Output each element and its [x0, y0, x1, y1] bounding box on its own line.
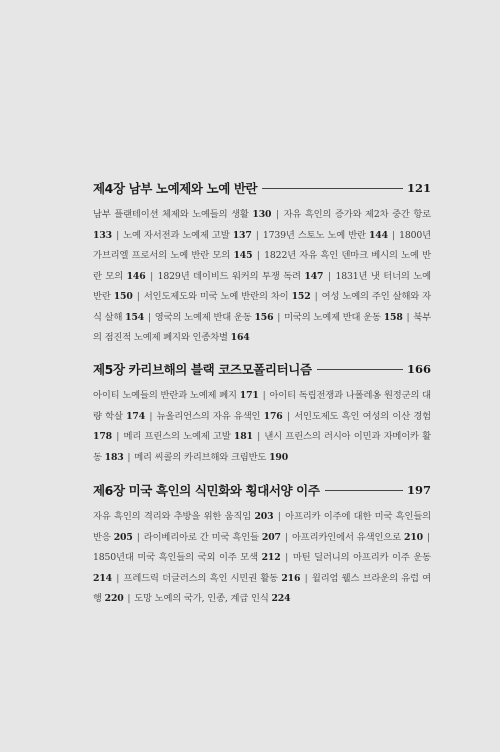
- chapter-title: 제5장 카리브해의 블랙 코즈모폴리터니즘: [93, 362, 312, 377]
- entry-title: 남부 플랜테이션 체제와 노예들의 생활: [93, 209, 249, 220]
- separator: |: [403, 311, 413, 323]
- entry-title: 1739년 스토노 노예 반란: [262, 229, 366, 241]
- separator: |: [146, 270, 157, 282]
- entry-page-number: 205: [113, 531, 133, 543]
- entry-title: 메리 프린스의 노예제 고발: [123, 431, 231, 442]
- separator: |: [274, 311, 284, 323]
- entry-page-number: 130: [252, 209, 272, 220]
- entry-title: 뉴올리언스의 자유 유색인: [156, 410, 261, 422]
- separator: |: [324, 270, 335, 282]
- toc-entry[interactable]: [134, 593, 290, 604]
- separator: |: [272, 209, 283, 220]
- entry-title: 도망 노예의 국가, 인종, 계급 인식: [134, 593, 269, 604]
- entry-title: 낸시 프린스의 러시아 이민과 자메이카 활동: [93, 431, 432, 463]
- section-list: [93, 205, 431, 349]
- entry-page-number: 158: [383, 311, 403, 323]
- entry-title: 1831년 냇 터너의 노예 반란: [93, 270, 431, 302]
- chapter-6: [93, 482, 431, 610]
- separator: |: [133, 291, 143, 302]
- separator: |: [311, 291, 321, 302]
- entry-title: 1850년대 미국 흑인들의 국외 이주 모색: [93, 552, 258, 563]
- separator: |: [112, 572, 123, 584]
- separator: |: [124, 451, 134, 463]
- toc-entry[interactable]: [124, 431, 253, 442]
- section-list: [93, 386, 431, 468]
- entry-page-number: 171: [239, 390, 259, 401]
- entry-title: 1800년 가브리엘 프로서의 노예 반란 모의: [93, 229, 432, 261]
- toc-entry[interactable]: [263, 230, 388, 241]
- entry-title: 노예 자서전과 노예제 고발: [123, 229, 230, 241]
- entry-page-number: 145: [233, 250, 253, 261]
- toc-entry[interactable]: [123, 230, 252, 241]
- entry-page-number: 146: [126, 270, 146, 282]
- entry-title: 북부의 점진적 노예제 폐지와 인종차별: [93, 311, 432, 343]
- separator: |: [388, 229, 399, 241]
- separator: |: [145, 311, 154, 323]
- entry-title: 서인도제도 흑인 여성의 이산 경험: [294, 410, 432, 422]
- chapter-heading: [93, 180, 431, 196]
- toc-entry[interactable]: [93, 511, 273, 522]
- separator: |: [274, 511, 285, 522]
- chapter-title: 제6장 미국 흑인의 식민화와 횡대서양 이주: [93, 483, 320, 498]
- toc-entry[interactable]: [134, 452, 288, 463]
- chapter-page-number: 121: [406, 181, 431, 195]
- entry-page-number: 212: [261, 552, 281, 563]
- entry-page-number: 214: [93, 572, 112, 584]
- chapter-page-number: 197: [406, 483, 431, 497]
- toc-entry[interactable]: [124, 573, 301, 584]
- entry-page-number: 207: [261, 531, 281, 543]
- entry-title: 아프리카인에서 유색인으로: [291, 531, 401, 543]
- entry-page-number: 137: [232, 229, 252, 241]
- entry-page-number: 224: [271, 593, 291, 604]
- entry-page-number: 152: [291, 291, 311, 302]
- entry-page-number: 133: [93, 229, 112, 241]
- entry-page-number: 156: [254, 311, 274, 323]
- toc-entry[interactable]: [157, 411, 283, 422]
- entry-page-number: 150: [113, 291, 133, 302]
- entry-title: 아이티 독립전쟁과 나폴레옹 원정군의 대량 학살: [93, 390, 431, 422]
- leader-rule: [317, 369, 403, 370]
- entry-page-number: 144: [368, 229, 388, 241]
- entry-title: 영국의 노예제 반대 운동: [154, 311, 252, 323]
- separator: |: [133, 531, 143, 543]
- separator: |: [423, 531, 431, 543]
- entry-title: 프레드릭 더글러스의 흑인 시민권 활동: [123, 572, 279, 584]
- toc-entry[interactable]: [93, 552, 281, 563]
- separator: |: [301, 572, 311, 584]
- entry-page-number: 174: [126, 410, 146, 422]
- separator: |: [112, 229, 123, 241]
- entry-page-number: 220: [104, 593, 124, 604]
- entry-page-number: 154: [125, 311, 145, 323]
- entry-title: 자유 흑인의 증가와 제2차 중간 항로: [283, 209, 432, 220]
- toc-entry[interactable]: [155, 312, 274, 323]
- entry-page-number: 176: [263, 410, 283, 422]
- entry-title: 아이티 노예들의 반란과 노예제 폐지: [93, 390, 237, 401]
- separator: |: [146, 410, 156, 422]
- entry-title: 미국의 노예제 반대 운동: [284, 311, 381, 323]
- separator: |: [112, 431, 123, 442]
- leader-rule: [262, 188, 403, 189]
- separator: |: [281, 531, 291, 543]
- entry-title: 메리 씨콜의 카리브해와 크림반도: [134, 451, 267, 463]
- toc-entry[interactable]: [93, 390, 259, 401]
- entry-title: 마틴 딜러니의 아프리카 이주 운동: [292, 552, 432, 563]
- entry-title: 1822년 자유 흑인 덴마크 베시의 노예 반란 모의: [93, 250, 432, 282]
- toc-entry[interactable]: [158, 271, 324, 282]
- entry-page-number: 181: [233, 431, 253, 442]
- separator: |: [259, 390, 269, 401]
- entry-page-number: 216: [281, 572, 301, 584]
- entry-page-number: 190: [269, 451, 289, 463]
- entry-page-number: 210: [404, 531, 423, 543]
- chapter-title: 제4장 남부 노예제와 노예 반란: [93, 181, 258, 196]
- entry-title: 윌리엄 웰스 브라운의 유럽 여행: [93, 572, 432, 604]
- entry-page-number: 183: [104, 451, 124, 463]
- separator: |: [283, 410, 294, 422]
- separator: |: [252, 229, 262, 241]
- toc-entry[interactable]: [144, 532, 281, 543]
- entry-title: 서인도제도와 미국 노예 반란의 차이: [143, 291, 289, 302]
- toc-entry[interactable]: [93, 209, 271, 220]
- entry-title: 아프리카 이주에 대한 미국 흑인들의 반응: [93, 511, 431, 543]
- chapter-4: [93, 180, 431, 349]
- section-list: [93, 507, 431, 610]
- entry-title: 1829년 데이비드 워커의 투쟁 독려: [157, 270, 301, 282]
- entry-page-number: 164: [230, 332, 250, 343]
- chapter-5: [93, 361, 431, 468]
- chapter-heading: [93, 482, 431, 498]
- toc-entry[interactable]: [144, 291, 311, 302]
- chapter-heading: [93, 361, 431, 377]
- leader-rule: [325, 490, 403, 491]
- separator: |: [281, 552, 292, 563]
- separator: |: [124, 593, 134, 604]
- toc-entry[interactable]: [292, 532, 423, 543]
- entry-title: 라이베리아로 간 미국 흑인들: [143, 531, 259, 543]
- entry-title: 자유 흑인의 격리와 추방을 위한 움직임: [93, 511, 252, 522]
- entry-page-number: 203: [254, 511, 274, 522]
- chapter-page-number: 166: [406, 362, 431, 376]
- entry-title: 여성 노예의 주인 살해와 자식 살해: [93, 291, 432, 323]
- separator: |: [253, 431, 264, 442]
- entry-page-number: 147: [304, 270, 324, 282]
- toc-entry[interactable]: [284, 312, 403, 323]
- entry-page-number: 178: [93, 431, 112, 442]
- separator: |: [253, 250, 264, 261]
